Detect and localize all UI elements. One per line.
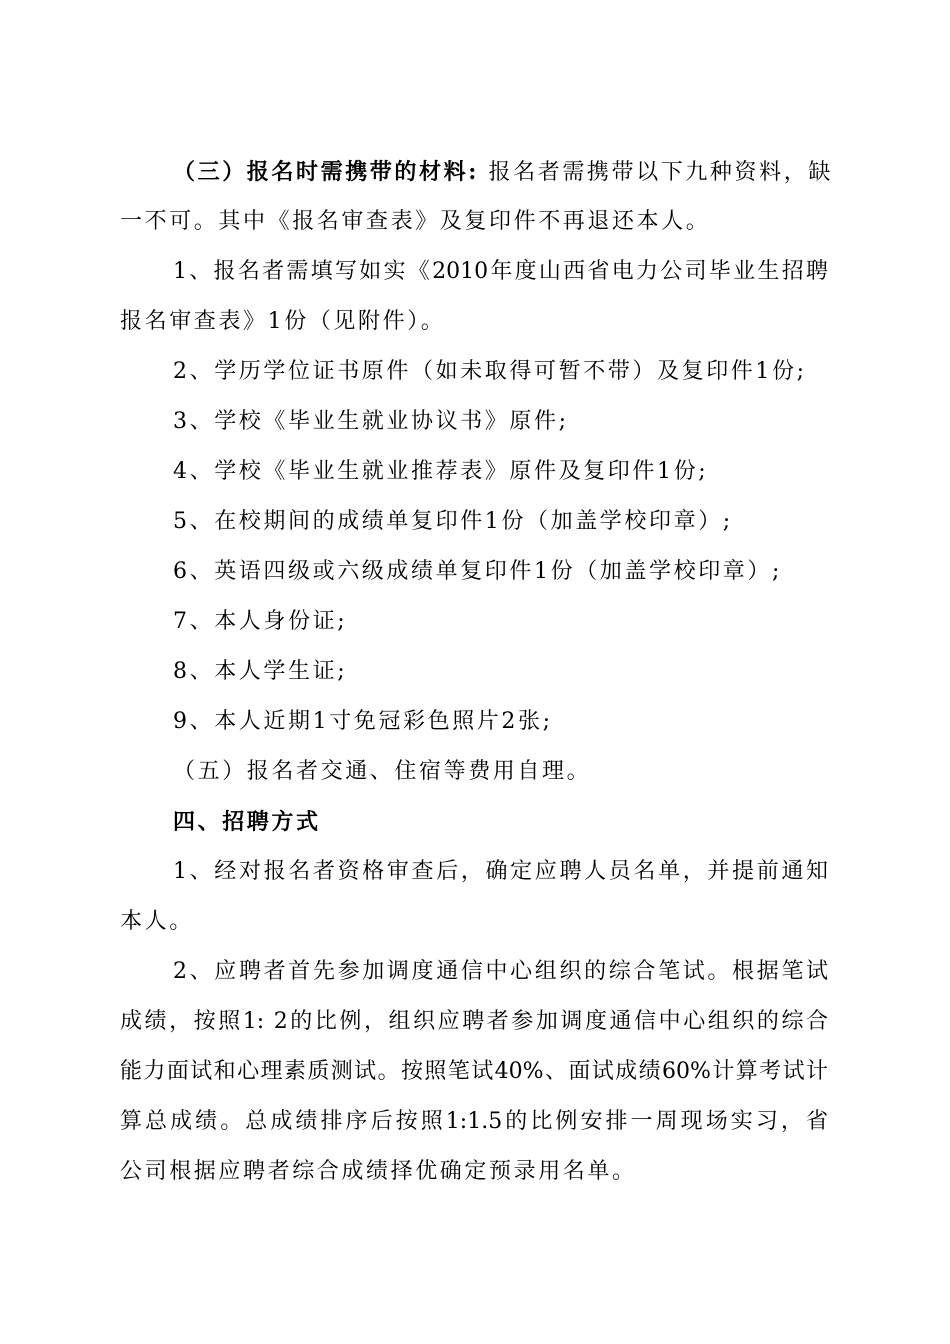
material-item-1: 1、报名者需填写如实《2010年度山西省电力公司毕业生招聘 bbox=[173, 259, 828, 284]
recruit-method-1: 1、经对报名者资格审查后，确定应聘人员名单，并提前通知 bbox=[173, 859, 828, 884]
material-item-1-continued: 报名审查表》1份（见附件）。 bbox=[120, 309, 446, 334]
material-item-3: 3、学校《毕业生就业协议书》原件; bbox=[173, 409, 569, 434]
material-item-5: 5、在校期间的成绩单复印件1份（加盖学校印章）; bbox=[173, 509, 733, 534]
section-three-line bbox=[173, 158, 833, 187]
recruit-method-2-line-2: 成绩，按照1: 2的比例，组织应聘者参加调度通信中心组织的综合 bbox=[120, 1009, 828, 1034]
section-three-intro: 报名者需携带以下九种资料，缺 bbox=[488, 160, 833, 185]
section-five-line: （五）报名者交通、住宿等费用自理。 bbox=[173, 759, 592, 784]
material-item-8: 8、本人学生证; bbox=[173, 659, 348, 684]
recruit-method-2-line-4: 算总成绩。总成绩排序后按照1:1.5的比例安排一周现场实习，省 bbox=[120, 1109, 828, 1134]
material-item-4: 4、学校《毕业生就业推荐表》原件及复印件1份; bbox=[173, 459, 709, 484]
material-item-9: 9、本人近期1寸免冠彩色照片2张; bbox=[173, 709, 553, 734]
section-four-heading: 四、招聘方式 bbox=[173, 809, 321, 835]
recruit-method-2-line-5: 公司根据应聘者综合成绩择优确定预录用名单。 bbox=[120, 1159, 637, 1184]
material-item-7: 7、本人身份证; bbox=[173, 609, 348, 634]
material-item-2: 2、学历学位证书原件（如未取得可暂不带）及复印件1份; bbox=[173, 359, 807, 384]
material-item-6: 6、英语四级或六级成绩单复印件1份（加盖学校印章）; bbox=[173, 559, 783, 584]
section-three-intro-continued: 一不可。其中《报名审查表》及复印件不再退还本人。 bbox=[120, 209, 711, 234]
section-three-heading: （三）报名时需携带的材料: bbox=[173, 159, 479, 185]
recruit-method-1-continued: 本人。 bbox=[120, 909, 194, 934]
recruit-method-2-line-1: 2、应聘者首先参加调度通信中心组织的综合笔试。根据笔试 bbox=[173, 959, 828, 984]
recruit-method-2-line-3: 能力面试和心理素质测试。按照笔试40%、面试成绩60%计算考试计 bbox=[120, 1059, 828, 1084]
